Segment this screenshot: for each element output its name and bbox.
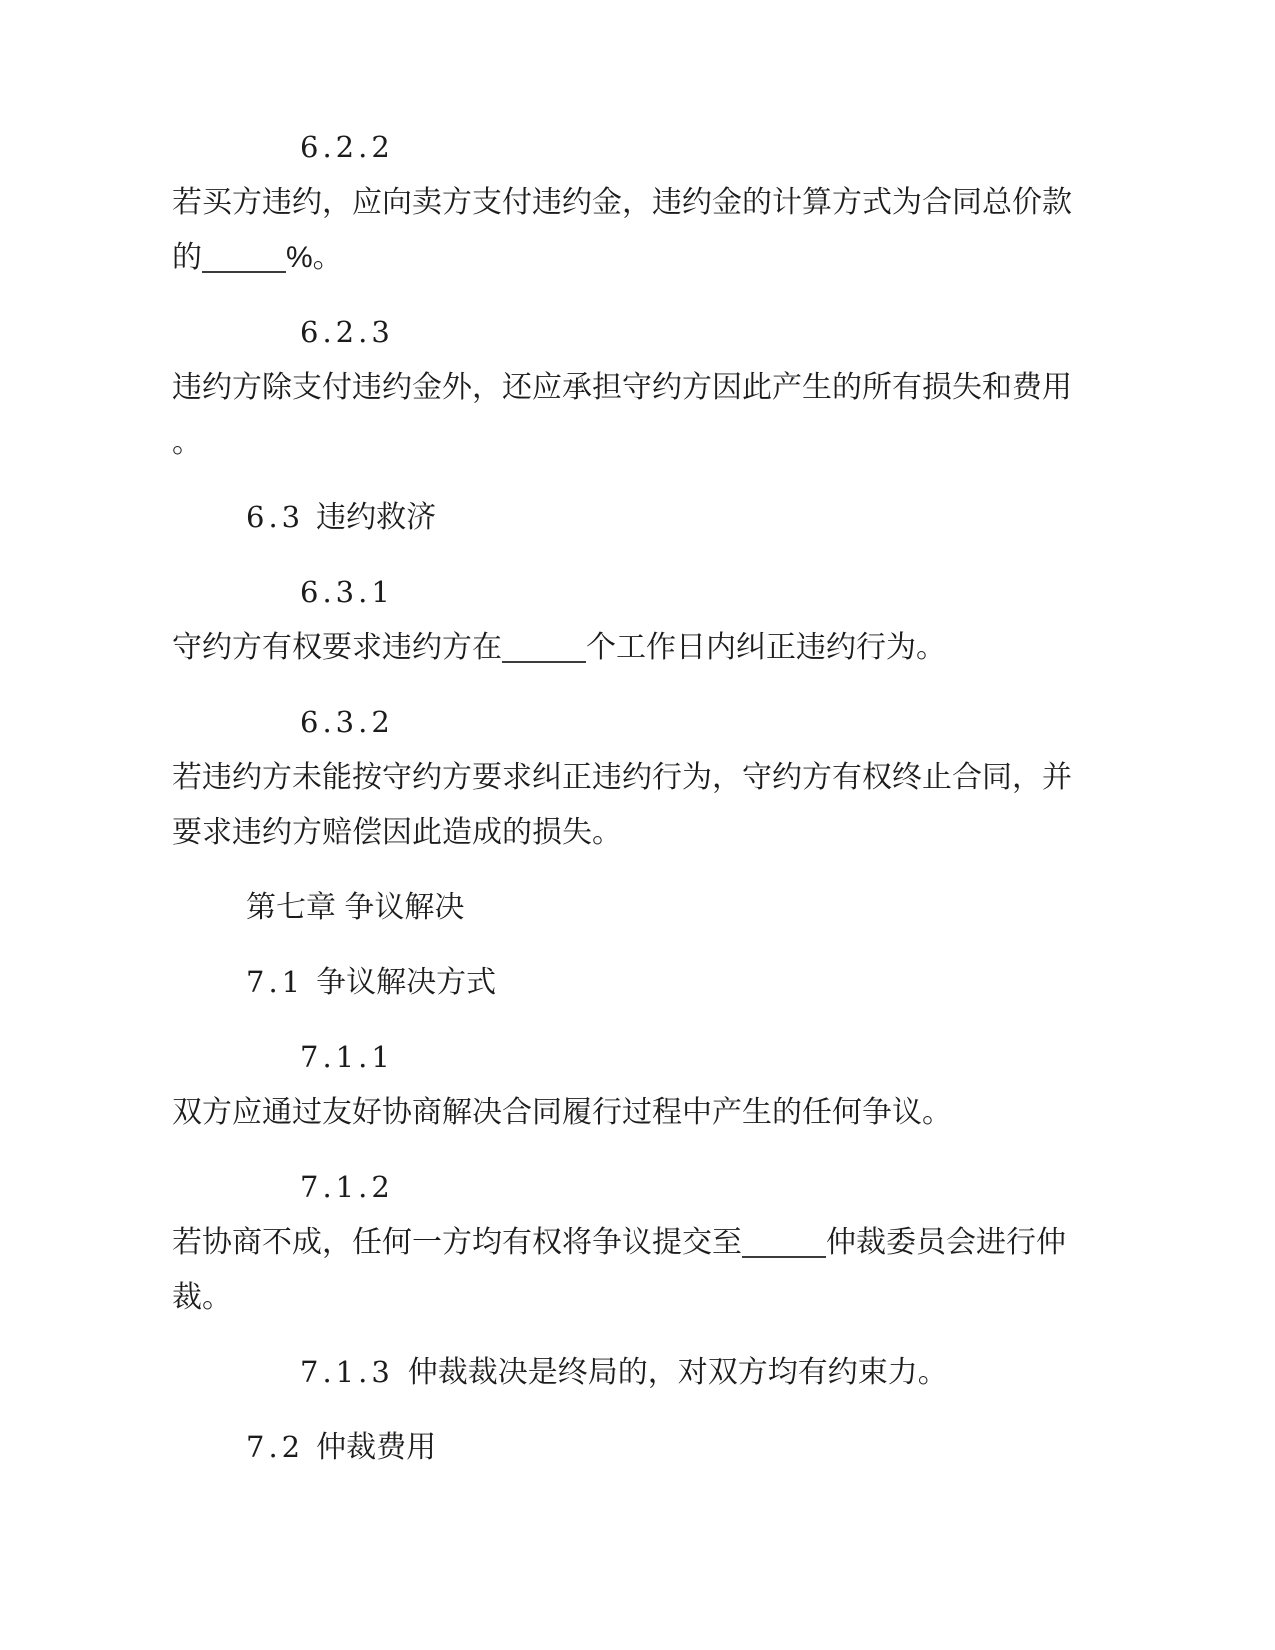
clause-6-3-2 — [172, 695, 1085, 860]
clause-paragraph — [172, 175, 1085, 285]
chapter-heading: 第七章 争议解决 — [246, 891, 465, 924]
clause-7-1-3-line — [172, 1345, 1085, 1400]
clause-number: 6.2.3 — [300, 315, 394, 349]
subsection-heading-7-1 — [172, 955, 1085, 1010]
clause-number: 6.2.2 — [300, 130, 394, 164]
subsection-title: 争议解决方式 — [316, 966, 497, 999]
clause-text: %。 — [286, 241, 343, 274]
clause-7-1-1 — [172, 1030, 1085, 1140]
clause-7-1-2 — [172, 1160, 1085, 1325]
subsection-title: 仲裁费用 — [316, 1431, 437, 1464]
clause-text: 守约方有权要求违约方在 — [172, 631, 502, 664]
clause-paragraph: 违约方除支付违约金外，还应承担守约方因此产生的所有损失和费用。 — [172, 371, 1072, 459]
fill-in-blank-field[interactable] — [502, 631, 586, 663]
clause-number-line — [172, 120, 1085, 175]
clause-paragraph — [172, 620, 1085, 675]
fill-in-blank-field[interactable] — [742, 1226, 826, 1258]
fill-in-blank-field[interactable] — [202, 241, 286, 273]
clause-number-line — [172, 1160, 1085, 1215]
clause-paragraph — [172, 1215, 1085, 1325]
clause-number: 7.1.3 — [300, 1355, 394, 1389]
clause-text: 若协商不成，任何一方均有权将争议提交至 — [172, 1226, 742, 1259]
clause-number-line — [172, 565, 1085, 620]
subsection-number: 7.1 — [246, 965, 305, 999]
clause-number-line — [172, 1030, 1085, 1085]
clause-6-2-3 — [172, 305, 1085, 470]
subsection-heading-7-2 — [172, 1420, 1085, 1475]
clause-text: 个工作日内纠正违约行为。 — [586, 631, 946, 664]
clause-number: 6.3.2 — [300, 705, 394, 739]
clause-number: 7.1.2 — [300, 1170, 394, 1204]
clause-text: 仲裁裁决是终局的，对双方均有约束力。 — [407, 1356, 948, 1389]
subsection-title: 违约救济 — [316, 501, 437, 534]
clause-number: 7.1.1 — [300, 1040, 394, 1074]
clause-number-line — [172, 305, 1085, 360]
clause-6-2-2 — [172, 120, 1085, 285]
clause-text: 若买方违约，应向卖方支付违约金，违约金的计算方式为合同总价款的 — [172, 186, 1072, 274]
clause-number-line — [172, 695, 1085, 750]
clause-number: 6.3.1 — [300, 575, 394, 609]
subsection-heading-6-3 — [172, 490, 1085, 545]
subsection-number: 7.2 — [246, 1430, 305, 1464]
clause-paragraph: 若违约方未能按守约方要求纠正违约行为，守约方有权终止合同，并要求违约方赔偿因此造成的损失。 — [172, 761, 1072, 849]
clause-paragraph: 双方应通过友好协商解决合同履行过程中产生的任何争议。 — [172, 1096, 952, 1129]
clause-6-3-1 — [172, 565, 1085, 675]
subsection-number: 6.3 — [246, 500, 305, 534]
clause-text: 仲裁委员会进行仲裁。 — [172, 1226, 1066, 1314]
